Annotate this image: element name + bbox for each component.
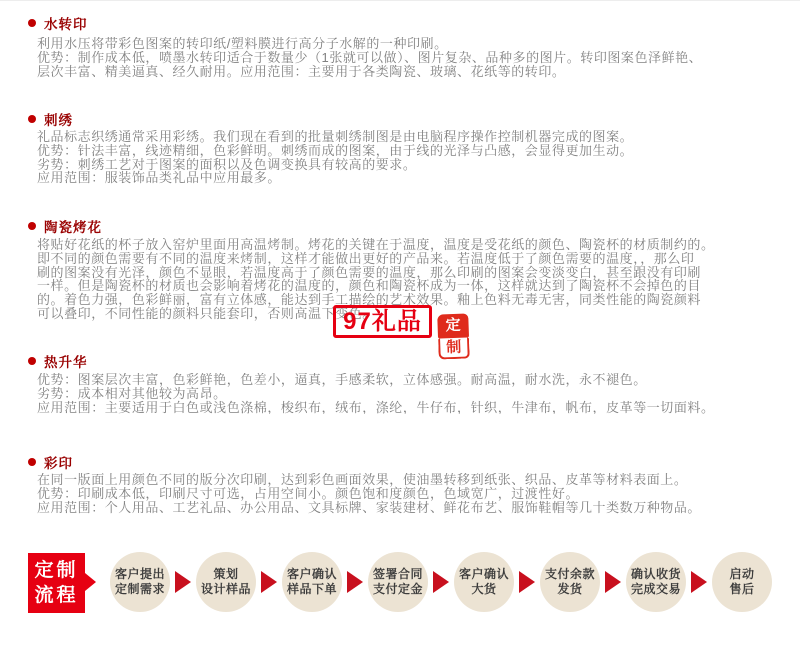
step-text: 确认收货 [630, 567, 681, 581]
section-title: 刺绣 [44, 113, 73, 128]
step-text: 客户提出 [114, 567, 165, 581]
arrow-right-icon [519, 571, 535, 593]
seal-char-top: 定 [437, 313, 469, 338]
step-text: 支付定金 [372, 582, 423, 596]
flow-step-8 [712, 552, 772, 612]
step-text: 启动 [729, 567, 755, 581]
section-body-color-printing [37, 473, 792, 514]
brand-watermark: 97礼品 [333, 305, 432, 338]
text-line: 优势：制作成本低，喷墨水转印适合于数量少（1张就可以做）、图片复杂、品种多的图片。转印图案色泽鲜艳、 [37, 49, 703, 65]
arrow-right-icon [347, 571, 363, 593]
section-header-water-transfer [28, 13, 88, 33]
flow-step-3 [282, 552, 342, 612]
step-text: 发货 [557, 582, 583, 596]
text-line: 劣势：成本相对其他较为高昂。 [37, 385, 227, 401]
text-line: 优势：图案层次丰富，色彩鲜艳，色差小，逼真，手感柔软，立体感强。耐高温，耐水洗，永不褪色。 [37, 373, 647, 387]
flow-step-7 [626, 552, 686, 612]
section-body-embroidery [37, 130, 792, 185]
text-line: 礼品标志织绣通常采用彩绣。我们现在看到的批量刺绣制图是由电脑程序操作控制机器完成的图案。 [37, 130, 634, 144]
step-text: 签署合同 [372, 567, 423, 581]
section-header-ceramic-baking [28, 216, 102, 236]
section-body-water-transfer [37, 37, 792, 78]
step-text: 样品下单 [286, 582, 337, 596]
arrow-right-icon [691, 571, 707, 593]
step-text: 定制需求 [114, 582, 165, 596]
text-line: 应用范围：主要适用于白色或浅色涤棉，梭织布，绒布，涤纶，牛仔布，针织，牛津布，帆布，皮革等一切面料。 [37, 399, 715, 415]
text-line: 一样。但是陶瓷杯的材质也会影响着烤花的温度的，颜色和陶瓷杯成为一体，这样就达到了陶瓷杯不会掉色的目 [37, 278, 701, 294]
section-title: 陶瓷烤花 [44, 220, 102, 235]
seal-char-bottom: 制 [438, 337, 470, 359]
flow-step-2 [196, 552, 256, 612]
text-line: 劣势：刺绣工艺对于图案的面积以及色调变换具有较高的要求。 [37, 156, 417, 172]
text-line: 优势：针法丰富，线迹精细，色彩鲜明。刺绣而成的图案，由于线的光泽与凸感，会显得更加生动。 [37, 142, 634, 158]
text-line: 利用水压将带彩色图案的转印纸/塑料膜进行高分子水解的一种印刷。 [37, 37, 448, 51]
step-text: 策划 [213, 567, 239, 581]
flow-title-line: 流程 [34, 585, 79, 606]
arrow-right-icon [605, 571, 621, 593]
step-text: 客户确认 [458, 567, 509, 581]
flow-title-line: 定制 [34, 560, 79, 581]
flow-step-6 [540, 552, 600, 612]
section-title: 热升华 [44, 355, 88, 370]
text-line: 刷的图案没有光泽，颜色不显眼，若温度高于了颜色需要的温度，那么印刷的图案会变淡变白，甚至跟没有印刷 [37, 264, 701, 280]
bullet-icon [28, 458, 36, 466]
step-text: 完成交易 [630, 582, 681, 596]
bullet-icon [28, 222, 36, 230]
text-line: 可以叠印，不同性能的颜料只能套印，否则高温下变色。 [37, 305, 376, 321]
arrow-right-icon [175, 571, 191, 593]
step-text: 支付余款 [544, 567, 595, 581]
section-title: 水转印 [44, 17, 88, 32]
bullet-icon [28, 357, 36, 365]
step-text: 客户确认 [286, 567, 337, 581]
step-text: 大货 [471, 582, 497, 596]
text-line: 的。着色力强，色彩鲜丽，富有立体感，能达到手工描绘的艺术效果。釉上色料无毒无害，同类性能的陶瓷颜料 [37, 292, 701, 308]
flow-step-1 [110, 552, 170, 612]
flow-step-5 [454, 552, 514, 612]
text-line: 将贴好花纸的杯子放入窑炉里面用高温烤制。烤花的关键在于温度，温度是受花纸的颜色、陶瓷杯的材质制约的。 [37, 238, 715, 252]
flow-step-4 [368, 552, 428, 612]
bullet-icon [28, 19, 36, 27]
section-header-color-printing [28, 452, 73, 472]
text-line: 在同一版面上用颜色不同的版分次印刷，达到彩色画面效果，使油墨转移到纸张、织品、皮革等材料表面上。 [37, 473, 688, 487]
arrow-right-icon [433, 571, 449, 593]
flow-title-pointer-icon [85, 573, 96, 591]
text-line: 应用范围：个人用品、工艺礼品、办公用品、文具标牌、家装建材、鲜花布艺、服饰鞋帽等几十类数万种物品。 [37, 499, 701, 515]
section-header-thermal-sublimation [28, 351, 88, 371]
step-text: 售后 [729, 582, 755, 596]
text-line: 优势：印刷成本低，印刷尺寸可选，占用空间小。颜色饱和度颜色，色域宽广，过渡性好。 [37, 485, 580, 501]
text-line: 应用范围：服装饰品类礼品中应用最多。 [37, 170, 281, 186]
custom-seal-stamp [437, 313, 470, 360]
section-body-thermal-sublimation [37, 373, 792, 414]
arrow-right-icon [261, 571, 277, 593]
section-header-embroidery [28, 109, 73, 129]
section-title: 彩印 [44, 456, 73, 471]
bullet-icon [28, 115, 36, 123]
step-text: 设计样品 [200, 582, 251, 596]
flow-title-badge [28, 553, 85, 613]
text-line: 即不同的颜色需要有不同的温度来烤制，这样才能做出更好的产品来。若温度低于了颜色需要的温度，，那么印 [37, 250, 695, 266]
text-line: 层次丰富、精美逼真、经久耐用。应用范围：主要用于各类陶瓷、玻璃、花纸等的转印。 [37, 63, 566, 79]
